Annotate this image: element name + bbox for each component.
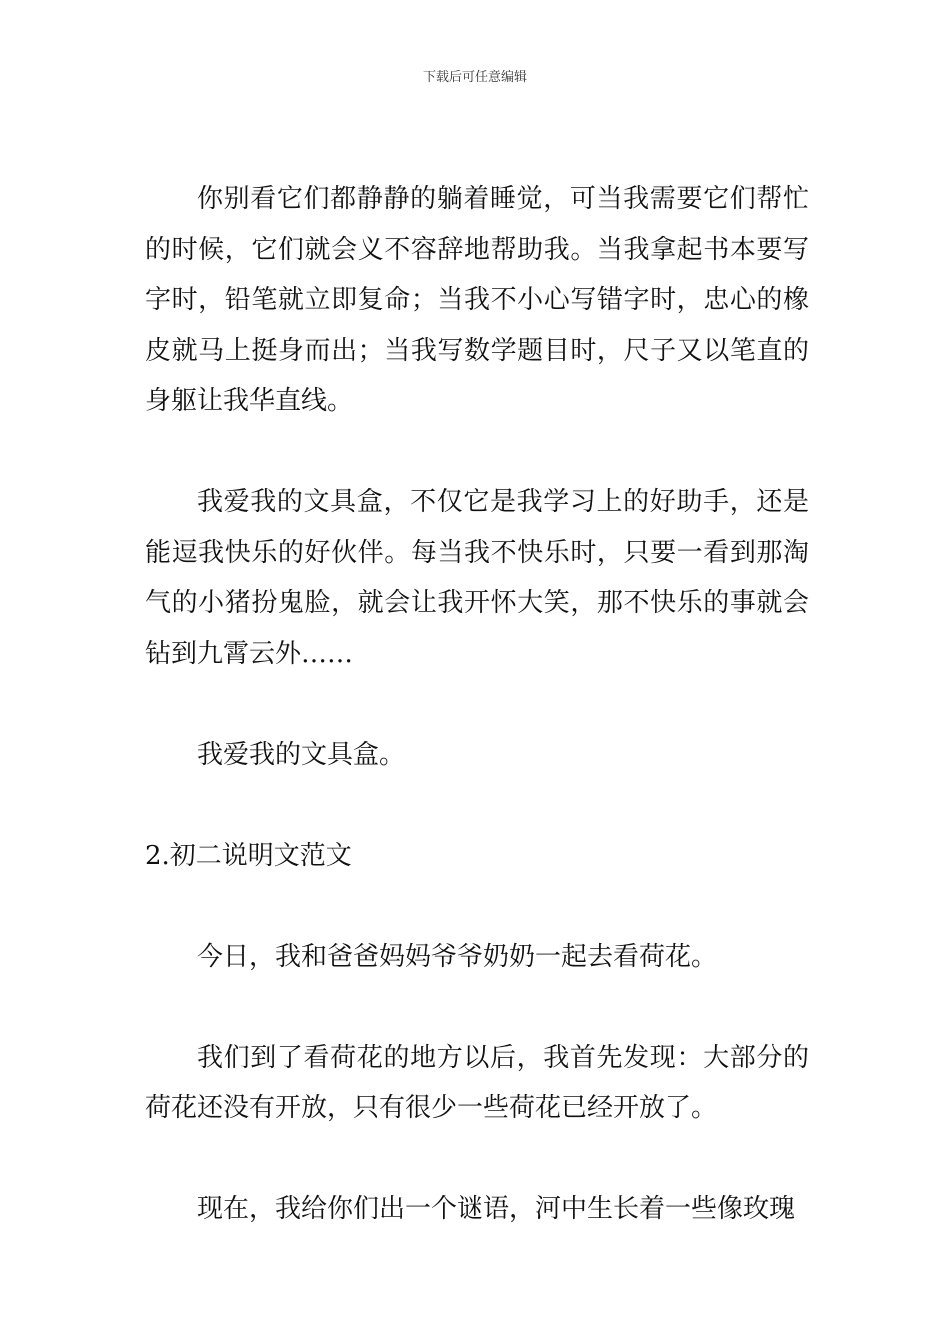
paragraph-gap [145,881,809,932]
paragraph-gap [145,982,809,1033]
paragraph-gap [145,1134,809,1185]
paragraph-lotus-trip: 今日，我和爸爸妈妈爷爷奶奶一起去看荷花。 [197,941,718,972]
paragraph-riddle: 现在，我给你们出一个谜语，河中生长着一些像玫瑰 [197,1194,796,1224]
section-heading: 2.初二说明文范文 [145,840,352,871]
paragraph-gap [145,679,809,730]
paragraph-gap [145,427,809,478]
document-body [145,174,809,1235]
page-header: 下载后可任意编辑 [422,70,527,85]
paragraph-lotus-observation: 我们到了看荷花的地方以后，我首先发现：大部分的荷花还没有开放，只有很少一些荷花已经开放了。 [145,1042,809,1123]
paragraph-love-stationery: 我爱我的文具盒。 [197,739,406,770]
paragraph-gap [145,780,809,831]
paragraph-stationery-helpers: 你别看它们都静静的躺着睡觉，可当我需要它们帮忙的时候，它们就会义不容辞地帮助我。当我拿起书本要写字时，铅笔就立即复命；当我不小心写错字时，忠心的橡皮就马上挺身而出；当我写数学题目时，尺子又以笔直的身躯让我华直线。 [145,184,809,416]
paragraph-stationery-friend: 我爱我的文具盒，不仅它是我学习上的好助手，还是能逗我快乐的好伙伴。每当我不快乐时，只要一看到那淘气的小猪扮鬼脸，就会让我开怀大笑，那不快乐的事就会钻到九霄云外…… [145,487,809,669]
